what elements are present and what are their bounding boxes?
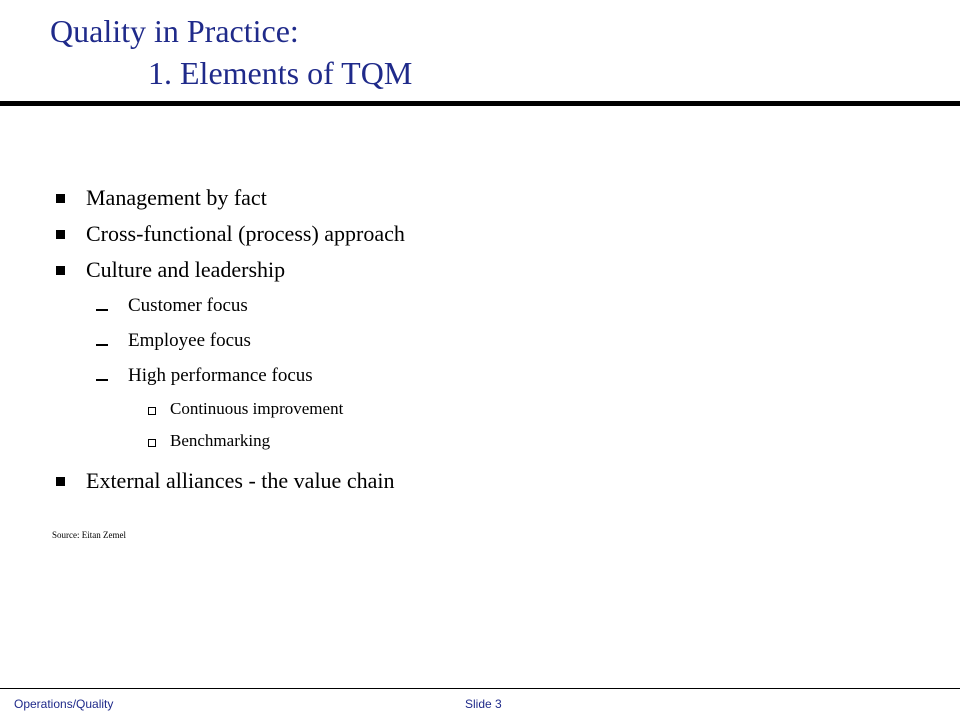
bullet-text: Continuous improvement — [170, 399, 344, 418]
slide-title-line-2: 1. Elements of TQM — [148, 55, 413, 91]
bullet-text: Cross-functional (process) approach — [86, 221, 405, 246]
sub-bullet-high-performance-focus — [52, 358, 912, 393]
bullet-item-external-alliances — [52, 463, 912, 499]
footer-slide-number: Slide 3 — [465, 697, 502, 711]
bullet-item-cross-functional — [52, 216, 912, 252]
bullet-text: Employee focus — [128, 330, 251, 351]
bullet-item-management-by-fact — [52, 180, 912, 216]
hollow-square-bullet-icon — [148, 407, 156, 415]
hollow-square-bullet-icon — [148, 439, 156, 447]
bullet-text: Customer focus — [128, 295, 248, 316]
sub-bullet-employee-focus — [52, 323, 912, 358]
square-bullet-icon — [56, 230, 65, 239]
source-note: Source: Eitan Zemel — [52, 530, 126, 540]
dash-bullet-icon — [96, 379, 108, 381]
slide-title — [50, 10, 930, 94]
title-divider — [0, 101, 960, 106]
slide-title-line-1: Quality in Practice: — [50, 13, 299, 49]
square-bullet-icon — [56, 477, 65, 486]
square-bullet-icon — [56, 194, 65, 203]
footer-divider — [0, 688, 960, 689]
bullet-text: External alliances - the value chain — [86, 468, 395, 493]
sub-sub-bullet-continuous-improvement — [52, 393, 912, 425]
dash-bullet-icon — [96, 344, 108, 346]
sub-sub-bullet-benchmarking — [52, 425, 912, 457]
bullet-text: Benchmarking — [170, 431, 271, 450]
bullet-text: Culture and leadership — [86, 257, 286, 282]
sub-bullet-customer-focus — [52, 288, 912, 323]
dash-bullet-icon — [96, 309, 108, 311]
footer-course-label: Operations/Quality — [14, 697, 114, 711]
bullet-item-culture-leadership — [52, 252, 912, 288]
bullet-text: Management by fact — [86, 185, 267, 210]
square-bullet-icon — [56, 266, 65, 275]
bullet-list — [52, 180, 912, 499]
bullet-text: High performance focus — [128, 365, 313, 386]
